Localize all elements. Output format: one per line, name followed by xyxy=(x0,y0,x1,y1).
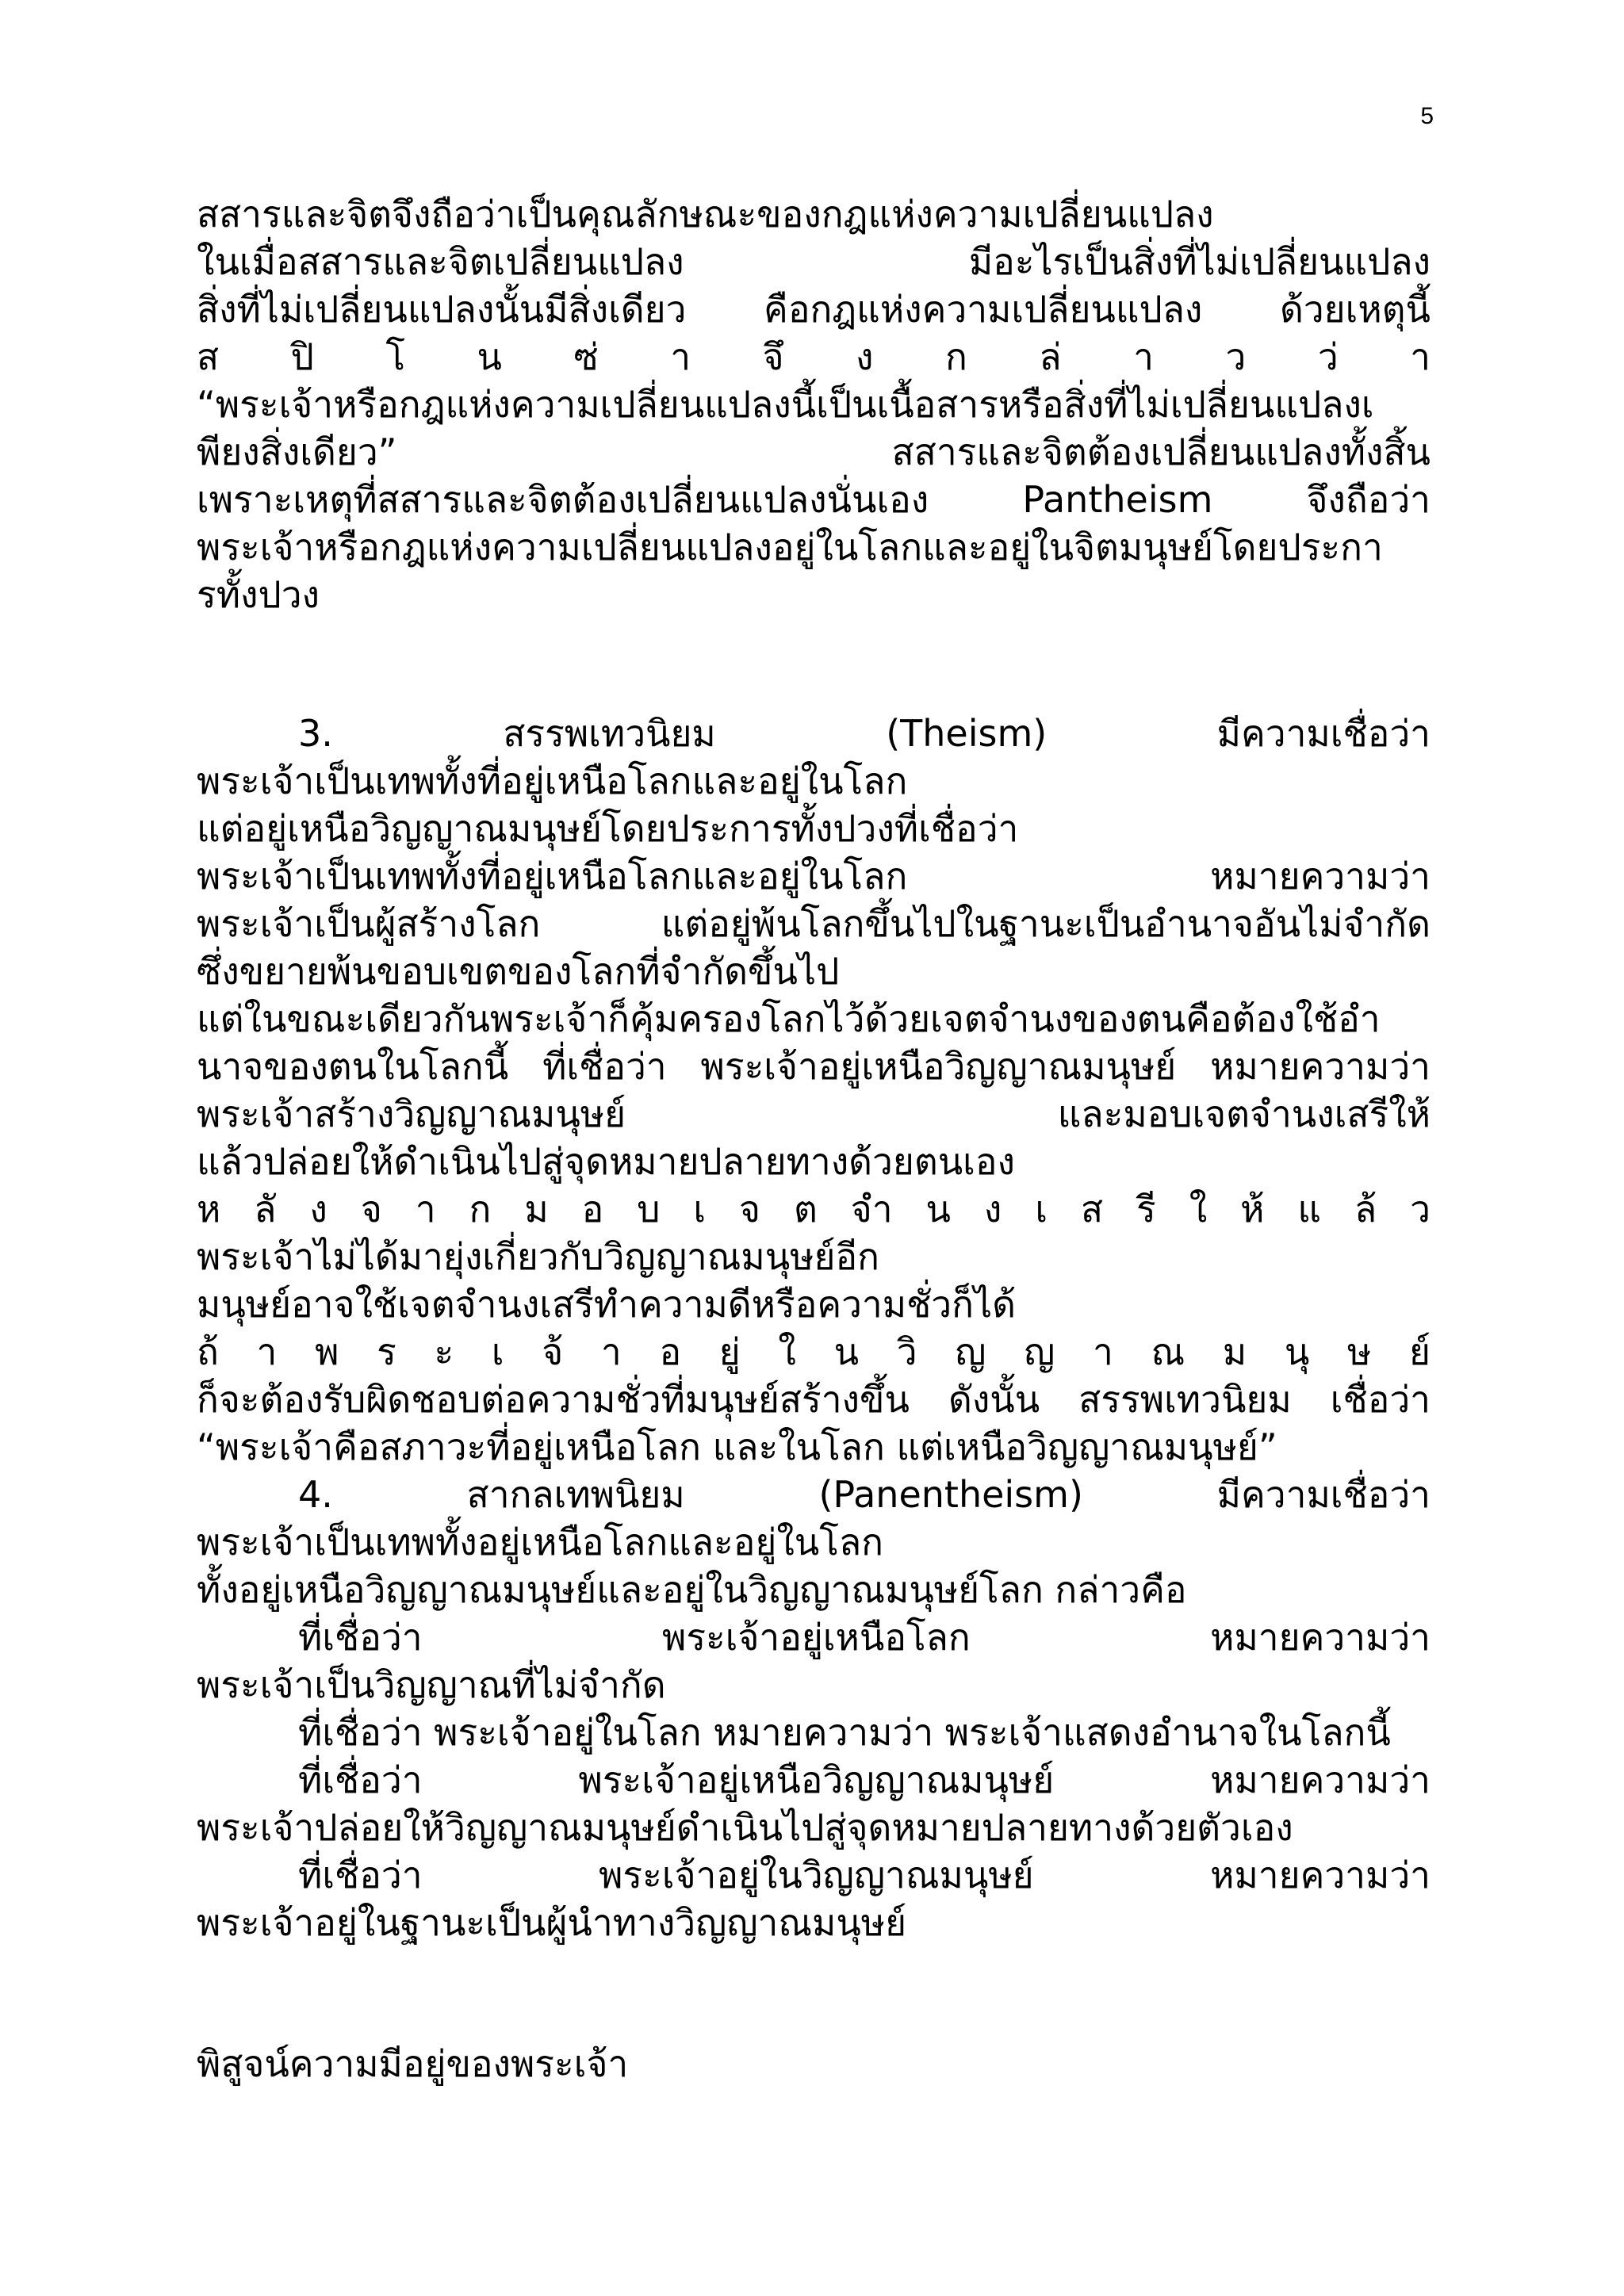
paragraph-above-soul xyxy=(197,1756,1431,1851)
text-line: พระเจ้าเป็นเทพทั้งอยู่เหนือโลกและอยู่ในโลก xyxy=(197,1521,883,1563)
text-line: แต่ในขณะเดียวกันพระเจ้าก็คุ้มครองโลกไว้ด้วยเจตจำนงของตนคือต้องใช้อำ xyxy=(197,997,1381,1040)
text-line: สิ่งที่ไม่เปลี่ยนแปลงนั้นมีสิ่งเดียว คือกฎแห่งความเปลี่ยนแปลง ด้วยเหตุนี้ xyxy=(197,288,1431,331)
paragraph-in-world xyxy=(197,1709,1431,1756)
text-line: รทั้งปวง xyxy=(197,573,320,616)
text-line: พระเจ้าเป็นผู้สร้างโลก แต่อยู่พ้นโลกขึ้นไปในฐานะเป็นอำนาจอันไม่จำกัด xyxy=(197,902,1431,945)
paragraph-above-world xyxy=(197,1613,1431,1709)
text-line: แล้วปล่อยให้ดำเนินไปสู่จุดหมายปลายทางด้วยตนเอง xyxy=(197,1140,1015,1183)
text-line: ทั้งอยู่เหนือวิญญาณมนุษย์และอยู่ในวิญญาณมนุษย์โลก กล่าวคือ xyxy=(197,1568,1187,1611)
text-line: ส ปิ โ น ซ่ า จึ ง ก ล่ า ว ว่ า xyxy=(197,335,1431,378)
text-line: พระเจ้าสร้างวิญญาณมนุษย์ และมอบเจตจำนงเสรีให้ xyxy=(197,1093,1431,1135)
text-line: “พระเจ้าหรือกฎแห่งความเปลี่ยนแปลงนี้เป็นเนื้อสารหรือสิ่งที่ไม่เปลี่ยนแปลงเ xyxy=(197,383,1374,426)
text-line: พระเจ้าเป็นวิญญาณที่ไม่จำกัด xyxy=(197,1663,666,1706)
text-line: ที่เชื่อว่า พระเจ้าอยู่ในวิญญาณมนุษย์ หมายความว่า xyxy=(298,1854,1431,1896)
text-line: ในเมื่อสสารและจิตเปลี่ยนแปลง มีอะไรเป็นสิ่งที่ไม่เปลี่ยนแปลง xyxy=(197,240,1431,283)
text-line: พระเจ้าอยู่ในฐานะเป็นผู้นำทางวิญญาณมนุษย์ xyxy=(197,1901,907,1944)
text-line: ที่เชื่อว่า พระเจ้าอยู่เหนือวิญญาณมนุษย์ หมายความว่า xyxy=(298,1758,1431,1801)
paragraph-gap xyxy=(197,618,1431,710)
text-line: เพราะเหตุที่สสารและจิตต้องเปลี่ยนแปลงนั่นเอง Pantheism จึงถือว่า xyxy=(197,478,1431,521)
text-line: “พระเจ้าคือสภาวะที่อยู่เหนือโลก และในโลก แต่เหนือวิญญาณมนุษย์” xyxy=(197,1425,1277,1468)
text-line: พียงสิ่งเดียว” สสารและจิตต้องเปลี่ยนแปลงทั้งสิ้น xyxy=(197,430,1431,473)
text-line: สสารและจิตจึงถือว่าเป็นคุณลักษณะของกฎแห่งความเปลี่ยนแปลง xyxy=(197,193,1214,235)
paragraph-theism xyxy=(197,710,1431,1471)
text-line: ห ลั ง จ า ก ม อ บ เ จ ต จำ น ง เ ส รี ใ ห้ แ ล้ ว xyxy=(197,1188,1431,1230)
text-line: 3. สรรพเทวนิยม (Theism) มีความเชื่อว่า xyxy=(298,712,1431,755)
text-line: ที่เชื่อว่า พระเจ้าอยู่ในโลก หมายความว่า พระเจ้าแสดงอำนาจในโลกนี้ xyxy=(298,1711,1391,1754)
paragraph-panentheism xyxy=(197,1471,1431,1613)
body-text xyxy=(197,190,1431,2087)
paragraph-gap xyxy=(197,1946,1431,2040)
text-line: พระเจ้าเป็นเทพทั้งที่อยู่เหนือโลกและอยู่ในโลก หมายความว่า xyxy=(197,855,1431,897)
text-line: 4. สากลเทพนิยม (Panentheism) มีความเชื่อว่า xyxy=(298,1473,1431,1516)
text-line: มนุษย์อาจใช้เจตจำนงเสรีทำความดีหรือความชั่วก็ได้ xyxy=(197,1283,1016,1326)
text-line: ถ้ า พ ร ะ เ จ้ า อ ยู่ ใ น วิ ญ ญ า ณ ม นุ ษ ย์ xyxy=(197,1330,1431,1373)
text-line: ก็จะต้องรับผิดชอบต่อความชั่วที่มนุษย์สร้างขึ้น ดังนั้น สรรพเทวนิยม เชื่อว่า xyxy=(197,1378,1431,1421)
text-line: พระเจ้าปล่อยให้วิญญาณมนุษย์ดำเนินไปสู่จุดหมายปลายทางด้วยตัวเอง xyxy=(197,1806,1293,1849)
text-line: พระเจ้าไม่ได้มายุ่งเกี่ยวกับวิญญาณมนุษย์อีก xyxy=(197,1235,879,1278)
paragraph-in-soul xyxy=(197,1851,1431,1946)
page-number: 5 xyxy=(1420,103,1434,129)
text-line: ที่เชื่อว่า พระเจ้าอยู่เหนือโลก หมายความว่า xyxy=(298,1616,1431,1659)
paragraph-spinoza xyxy=(197,190,1431,618)
section-heading: พิสูจน์ความมีอยู่ของพระเจ้า xyxy=(197,2042,629,2085)
text-line: แต่อยู่เหนือวิญญาณมนุษย์โดยประการทั้งปวงที่เชื่อว่า xyxy=(197,807,1019,850)
text-line: ซึ่งขยายพ้นขอบเขตของโลกที่จำกัดขึ้นไป xyxy=(197,950,840,993)
text-line: พระเจ้าหรือกฎแห่งความเปลี่ยนแปลงอยู่ในโลกและอยู่ในจิตมนุษย์โดยประกา xyxy=(197,526,1383,568)
text-line: พระเจ้าเป็นเทพทั้งที่อยู่เหนือโลกและอยู่ในโลก xyxy=(197,760,908,802)
text-line: นาจของตนในโลกนี้ ที่เชื่อว่า พระเจ้าอยู่เหนือวิญญาณมนุษย์ หมายความว่า xyxy=(197,1045,1431,1088)
